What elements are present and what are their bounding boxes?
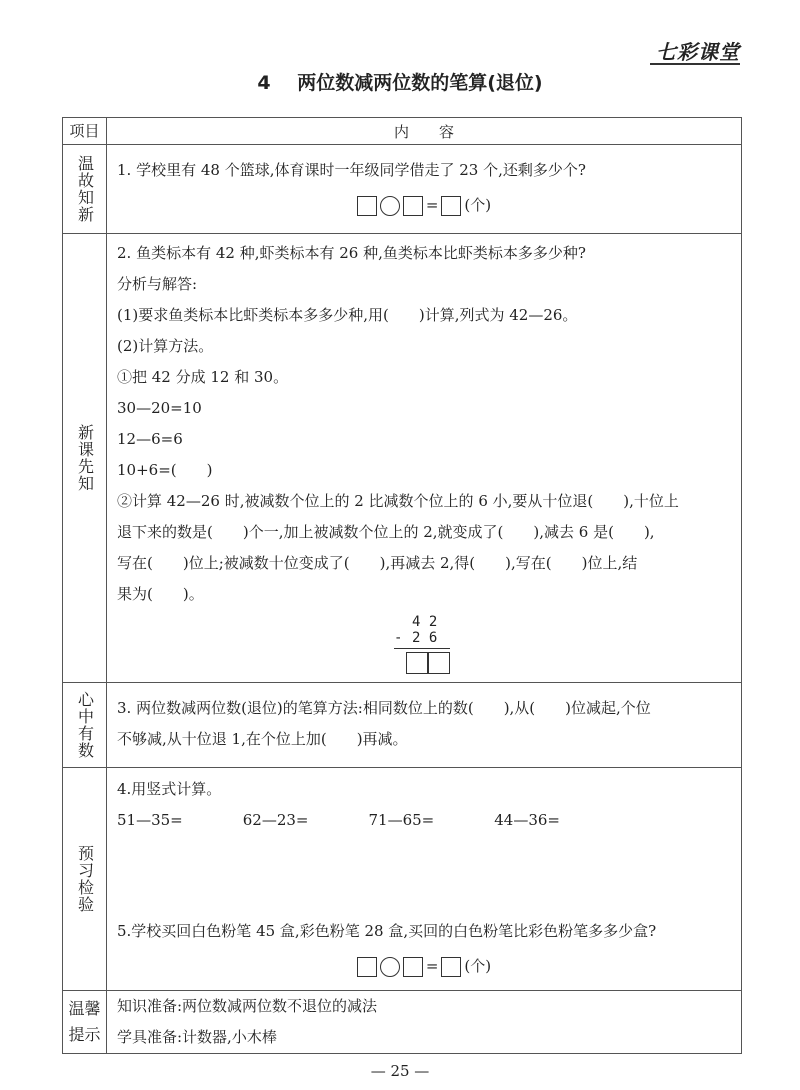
worksheet-table [62, 117, 742, 1054]
tips-line: 知识准备:两位数减两位数不退位的减法 [117, 997, 378, 1015]
mind-content [107, 683, 742, 768]
review-label-cell [63, 145, 107, 234]
tips-label-cell [63, 991, 107, 1054]
preview-line: 30—20=10 [117, 399, 202, 417]
check-label: 预习检验 [75, 845, 95, 913]
calc-item: 51—35= [117, 811, 183, 829]
preview-line: ①把 42 分成 12 和 30。 [117, 368, 289, 386]
calc-item: 62—23= [242, 811, 309, 829]
page-title [0, 68, 800, 95]
header-item: 项目 [63, 118, 107, 145]
lesson-number: 4 [257, 72, 271, 94]
tips-content [107, 991, 742, 1054]
preview-content [107, 234, 742, 683]
calc-line [394, 648, 450, 649]
answer-box[interactable] [403, 196, 423, 216]
preview-line: 写在( )位上;被减数十位变成了( ),再减去 2,得( ),写在( )位上,结 [117, 554, 638, 572]
unit-label: (个) [464, 957, 492, 975]
equation-boxes-5 [117, 951, 731, 982]
answer-box[interactable] [441, 957, 461, 977]
minus-sign: - [394, 630, 403, 646]
question-4: 4.用竖式计算。 [117, 780, 222, 798]
mind-line: 不够减,从十位退 1,在个位上加( )再减。 [117, 730, 408, 748]
answer-box[interactable] [403, 957, 423, 977]
answer-box[interactable] [428, 652, 450, 674]
logo: 七彩课堂 [656, 40, 740, 64]
calc-item: 71—65= [368, 811, 435, 829]
equals-sign: = [425, 196, 439, 214]
subtrahend: 2 6 [412, 630, 438, 646]
calc-row [117, 805, 731, 836]
vertical-calculation [384, 614, 464, 676]
equation-boxes-1 [117, 190, 731, 221]
preview-line: 果为( )。 [117, 585, 204, 603]
question-5: 5.学校买回白色粉笔 45 盒,彩色粉笔 28 盒,买回的白色粉笔比彩色粉笔多多少盒? [117, 922, 657, 940]
header-content: 内 容 [107, 118, 742, 145]
operator-circle[interactable] [380, 196, 400, 216]
preview-line: 2. 鱼类标本有 42 种,虾类标本有 26 种,鱼类标本比虾类标本多多少种? [117, 244, 586, 262]
preview-line: (2)计算方法。 [117, 337, 214, 355]
preview-label: 新课先知 [75, 424, 95, 492]
preview-label-cell [63, 234, 107, 683]
tips-label-2: 提示 [68, 1025, 101, 1044]
operator-circle[interactable] [380, 957, 400, 977]
logo-underline [650, 63, 740, 65]
review-content [107, 145, 742, 234]
preview-line: 分析与解答: [117, 275, 198, 293]
preview-line: 12—6=6 [117, 430, 183, 448]
lesson-title: 两位数减两位数的笔算(退位) [297, 72, 543, 94]
tips-label-1: 温馨 [68, 999, 101, 1018]
tips-line: 学具准备:计数器,小木棒 [117, 1028, 277, 1046]
minuend: 4 2 [412, 614, 438, 630]
preview-line: 退下来的数是( )个一,加上被减数个位上的 2,就变成了( ),减去 6 是( ), [117, 523, 655, 541]
calc-item: 44—36= [494, 811, 560, 829]
work-space [117, 836, 731, 916]
page-number: — 25 — [370, 1062, 430, 1080]
preview-line: 10+6=( ) [117, 461, 213, 479]
mind-label: 心中有数 [75, 691, 95, 759]
unit-label: (个) [464, 196, 492, 214]
question-1: 1. 学校里有 48 个篮球,体育课时一年级同学借走了 23 个,还剩多少个? [117, 161, 586, 179]
review-label: 温故知新 [75, 155, 95, 223]
mind-line: 3. 两位数减两位数(退位)的笔算方法:相同数位上的数( ),从( )位减起,个位 [117, 699, 651, 717]
answer-box[interactable] [357, 957, 377, 977]
check-label-cell [63, 768, 107, 991]
check-content [107, 768, 742, 991]
answer-box[interactable] [357, 196, 377, 216]
equals-sign: = [425, 957, 439, 975]
preview-line: (1)要求鱼类标本比虾类标本多多少种,用( )计算,列式为 42—26。 [117, 306, 578, 324]
answer-box[interactable] [406, 652, 428, 674]
answer-box[interactable] [441, 196, 461, 216]
preview-line: ②计算 42—26 时,被减数个位上的 2 比减数个位上的 6 小,要从十位退( ),十位上 [117, 492, 679, 510]
mind-label-cell [63, 683, 107, 768]
